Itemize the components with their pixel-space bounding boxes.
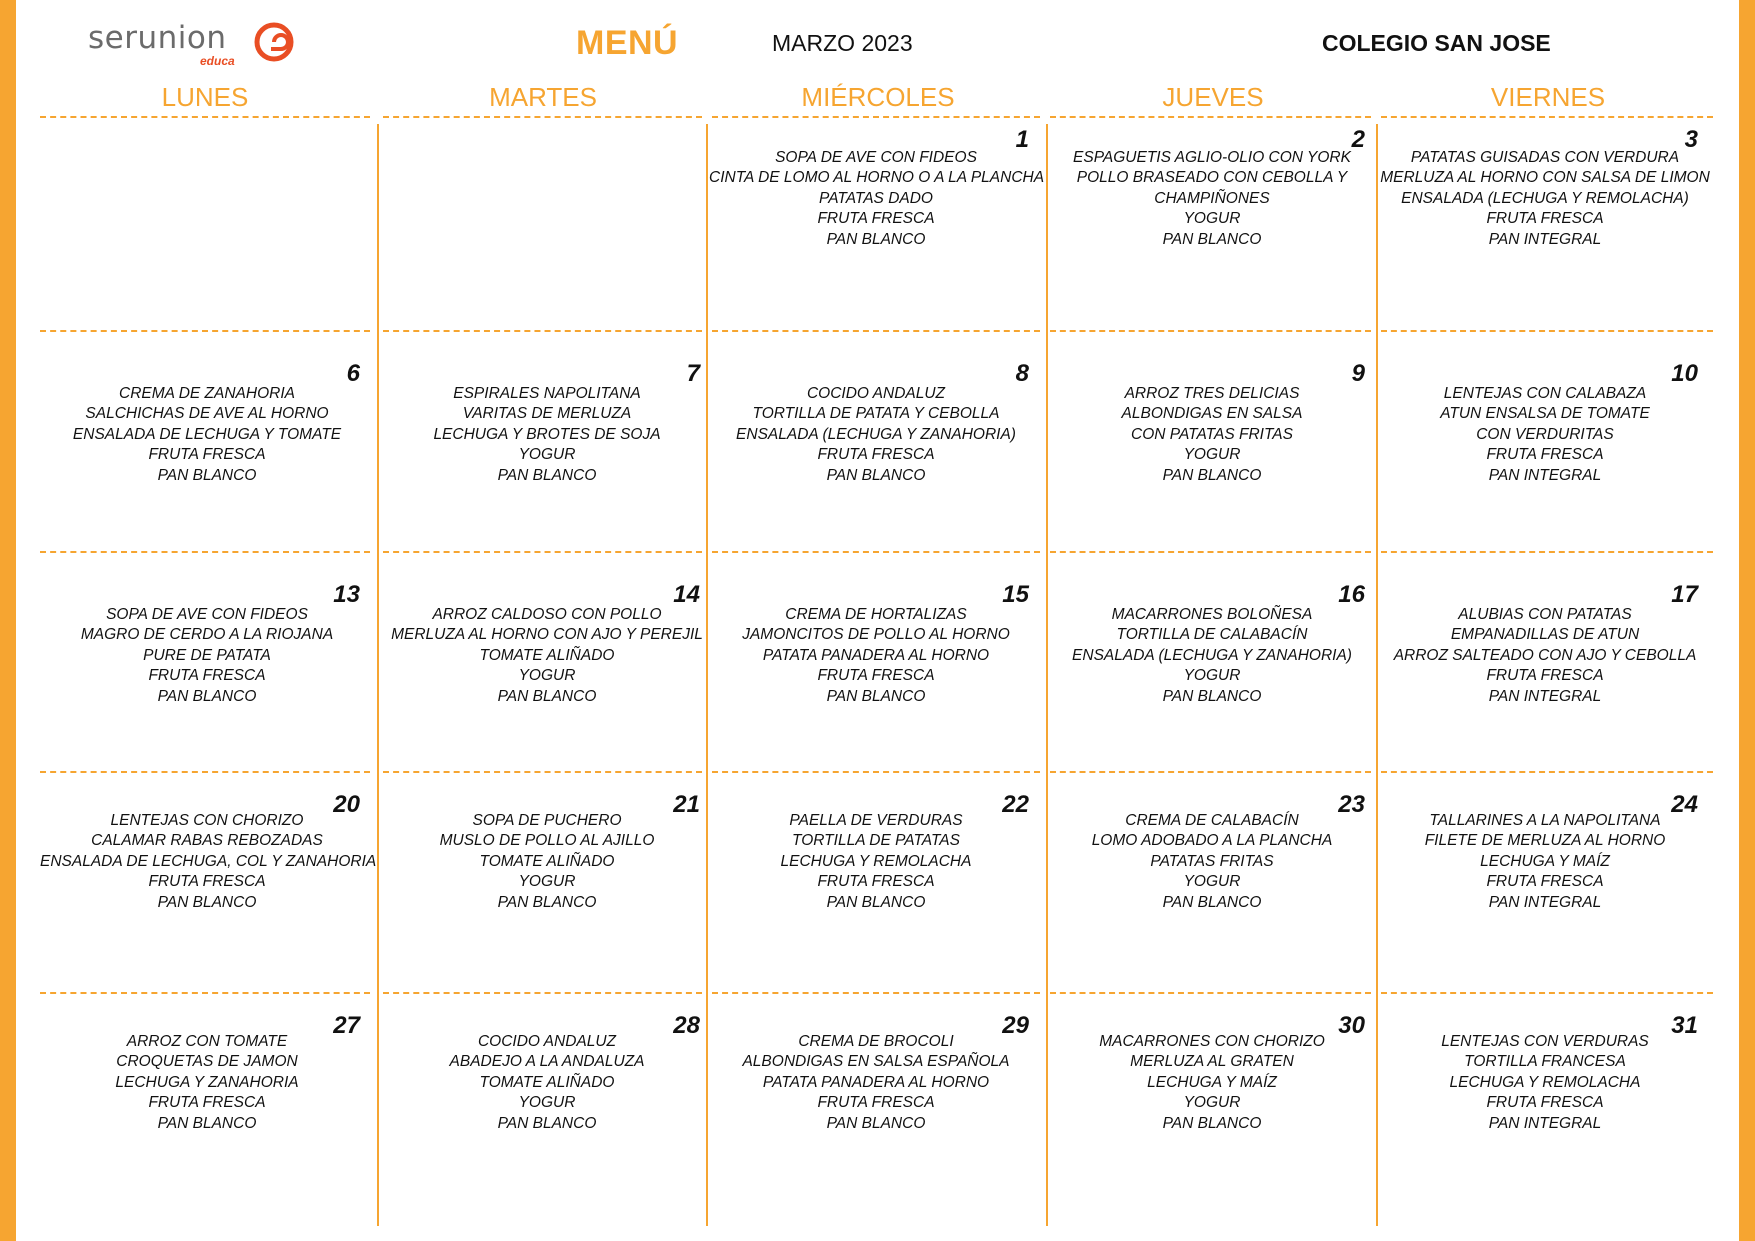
dish-item: PATATAS FRITAS [1150, 852, 1274, 870]
dish-item: CON VERDURITAS [1476, 425, 1614, 443]
row-divider [712, 771, 1040, 773]
dish-item: ESPIRALES NAPOLITANA [453, 385, 641, 402]
dish-item: YOGUR [518, 1094, 576, 1112]
dish-item: FRUTA FRESCA [817, 873, 935, 891]
dish-item: LECHUGA Y REMOLACHA [1449, 1073, 1641, 1091]
row-divider [1381, 330, 1713, 332]
row-divider [712, 116, 1040, 118]
dish-item: ENSALADA (LECHUGA Y ZANAHORIA) [736, 425, 1016, 443]
dish-item: VARITAS DE MERLUZA [462, 405, 632, 423]
dish-item: LECHUGA Y MAÍZ [1480, 852, 1610, 870]
dish-item: YOGUR [1183, 667, 1241, 685]
dish-item: FRUTA FRESCA [817, 667, 935, 685]
dish-item: ALBONDIGAS EN SALSA [1121, 405, 1303, 423]
dish-item: CHAMPIÑONES [1154, 189, 1270, 207]
dish-item: MAGRO DE CERDO A LA RIOJANA [80, 626, 334, 644]
day-number: 2 [1351, 126, 1365, 153]
month-label: MARZO 2023 [772, 30, 913, 56]
dish-list [1378, 811, 1712, 913]
dish-item: FRUTA FRESCA [817, 1094, 935, 1112]
row-divider [383, 771, 702, 773]
dish-item: LECHUGA Y MAÍZ [1147, 1073, 1277, 1091]
dish-item: PAN BLANCO [826, 893, 926, 911]
row-divider [712, 992, 1040, 994]
dish-item: ENSALADA (LECHUGA Y REMOLACHA) [1401, 189, 1689, 207]
dish-item: CREMA DE CALABACÍN [1125, 812, 1299, 829]
logo-subtitle: educa [200, 54, 235, 68]
dish-item: PAN BLANCO [1162, 893, 1262, 911]
dish-item: EMPANADILLAS DE ATUN [1450, 626, 1640, 644]
row-divider [383, 551, 702, 553]
dish-list [1378, 384, 1712, 486]
dish-item: PATATAS DADO [819, 189, 933, 207]
day-number: 23 [1338, 791, 1365, 818]
dish-item: CREMA DE BROCOLI [798, 1033, 954, 1050]
day-number: 16 [1338, 581, 1365, 608]
dish-list [40, 811, 377, 913]
dish-list [1045, 384, 1379, 486]
dish-item: PAN BLANCO [157, 466, 257, 484]
dish-item: PAN INTEGRAL [1488, 230, 1602, 248]
menu-title: MENÚ [576, 24, 679, 62]
dish-list [1378, 1032, 1712, 1134]
row-divider [40, 330, 370, 332]
dish-item: FRUTA FRESCA [817, 446, 935, 464]
dish-item: PAN BLANCO [497, 466, 597, 484]
dish-item: TORTILLA FRANCESA [1464, 1053, 1626, 1071]
dish-item: PAN INTEGRAL [1488, 466, 1602, 484]
dish-item: YOGUR [1183, 446, 1241, 464]
dish-item: FRUTA FRESCA [1486, 873, 1604, 891]
dish-item: PAN INTEGRAL [1488, 893, 1602, 911]
weekday-header: VIERNES [1490, 82, 1606, 112]
dish-item: PAN BLANCO [826, 466, 926, 484]
dish-item: CON PATATAS FRITAS [1131, 425, 1293, 443]
dish-item: YOGUR [518, 667, 576, 685]
dish-item: PAN BLANCO [1162, 466, 1262, 484]
dish-item: ENSALADA (LECHUGA Y ZANAHORIA) [1072, 646, 1352, 664]
dish-item: PAN BLANCO [826, 1114, 926, 1132]
dish-item: PAN BLANCO [157, 687, 257, 705]
dish-item: POLLO BRASEADO CON CEBOLLA Y [1076, 169, 1348, 187]
weekday-header: MARTES [489, 82, 597, 112]
dish-item: ENSALADA DE LECHUGA, COL Y ZANAHORIA [40, 852, 377, 870]
dish-item: PAN BLANCO [497, 687, 597, 705]
dish-item: PATATA PANADERA AL HORNO [762, 646, 990, 664]
dish-item: TORTILLA DE PATATA Y CEBOLLA [752, 405, 1000, 423]
row-divider [1381, 992, 1713, 994]
dish-item: LECHUGA Y BROTES DE SOJA [433, 425, 661, 443]
dish-item: MACARRONES CON CHORIZO [1099, 1033, 1325, 1050]
dish-item: TORTILLA DE PATATAS [792, 832, 960, 850]
dish-item: SOPA DE AVE CON FIDEOS [775, 149, 977, 166]
dish-item: ARROZ SALTEADO CON AJO Y CEBOLLA [1393, 646, 1697, 664]
row-divider [1381, 771, 1713, 773]
dish-item: PAN INTEGRAL [1488, 687, 1602, 705]
dish-item: PAN BLANCO [1162, 1114, 1262, 1132]
dish-item: FRUTA FRESCA [148, 667, 266, 685]
dish-item: YOGUR [1183, 873, 1241, 891]
dish-item: PAN BLANCO [1162, 687, 1262, 705]
school-name: COLEGIO SAN JOSE [1322, 30, 1551, 56]
day-number: 6 [346, 360, 360, 387]
dish-list [380, 605, 714, 707]
dish-item: PATATA PANADERA AL HORNO [762, 1073, 990, 1091]
row-divider [1050, 551, 1371, 553]
right-border-bar [1739, 0, 1755, 1241]
dish-list [1045, 605, 1379, 707]
dish-item: YOGUR [518, 446, 576, 464]
dish-item: ABADEJO A LA ANDALUZA [449, 1053, 645, 1071]
dish-item: YOGUR [518, 873, 576, 891]
dish-list [40, 1032, 374, 1134]
dish-item: COCIDO ANDALUZ [806, 385, 946, 402]
row-divider [40, 116, 370, 118]
dish-item: MERLUZA AL GRATEN [1130, 1053, 1294, 1071]
dish-item: PAN BLANCO [497, 1114, 597, 1132]
dish-item: FILETE DE MERLUZA AL HORNO [1424, 832, 1666, 850]
weekday-header: LUNES [161, 82, 249, 112]
dish-item: PAN BLANCO [826, 687, 926, 705]
row-divider [383, 330, 702, 332]
dish-list [380, 384, 714, 486]
dish-item: YOGUR [1183, 1094, 1241, 1112]
dish-item: FRUTA FRESCA [1486, 1094, 1604, 1112]
day-number: 30 [1338, 1012, 1365, 1039]
dish-item: TOMATE ALIÑADO [479, 1073, 615, 1091]
dish-item: FRUTA FRESCA [1486, 210, 1604, 228]
dish-item: PAN BLANCO [1162, 230, 1262, 248]
dish-item: SOPA DE PUCHERO [472, 812, 622, 829]
dish-item: TALLARINES A LA NAPOLITANA [1429, 812, 1661, 829]
dish-item: CREMA DE HORTALIZAS [785, 606, 967, 623]
dish-item: PAN BLANCO [157, 893, 257, 911]
dish-list [380, 1032, 714, 1134]
dish-item: SALCHICHAS DE AVE AL HORNO [85, 405, 329, 423]
dish-item: ARROZ TRES DELICIAS [1124, 385, 1300, 402]
row-divider [1050, 992, 1371, 994]
weekday-header: MIÉRCOLES [801, 82, 955, 112]
dish-item: ARROZ CALDOSO CON POLLO [432, 606, 662, 623]
day-number: 8 [1015, 360, 1029, 387]
dish-item: ARROZ CON TOMATE [126, 1033, 288, 1050]
dish-item: FRUTA FRESCA [148, 446, 266, 464]
dish-item: LECHUGA Y ZANAHORIA [115, 1073, 299, 1091]
day-number: 10 [1671, 360, 1698, 387]
dish-item: FRUTA FRESCA [148, 873, 266, 891]
left-border-bar [0, 0, 16, 1241]
dish-list [709, 811, 1043, 913]
dish-item: FRUTA FRESCA [1486, 667, 1604, 685]
day-number: 13 [333, 581, 360, 608]
dish-item: COCIDO ANDALUZ [477, 1033, 617, 1050]
dish-item: TOMATE ALIÑADO [479, 646, 615, 664]
dish-item: MERLUZA AL HORNO CON AJO Y PEREJIL [391, 626, 703, 644]
dish-item: MACARRONES BOLOÑESA [1111, 606, 1313, 623]
row-divider [383, 992, 702, 994]
row-divider [712, 330, 1040, 332]
dish-list [1378, 605, 1712, 707]
dish-item: PAN BLANCO [826, 230, 926, 248]
dish-item: PAN BLANCO [497, 893, 597, 911]
dish-item: JAMONCITOS DE POLLO AL HORNO [742, 626, 1010, 644]
dish-item: ESPAGUETIS AGLIO-OLIO CON YORK [1073, 149, 1351, 166]
day-number: 17 [1671, 581, 1698, 608]
dish-item: FRUTA FRESCA [817, 210, 935, 228]
dish-item: PAN BLANCO [157, 1114, 257, 1132]
row-divider [712, 551, 1040, 553]
day-number: 28 [673, 1012, 700, 1039]
day-number: 29 [1002, 1012, 1029, 1039]
dish-list [709, 605, 1043, 707]
dish-item: PURE DE PATATA [143, 646, 271, 664]
dish-item: FRUTA FRESCA [148, 1094, 266, 1112]
dish-list [40, 384, 374, 486]
dish-item: FRUTA FRESCA [1486, 446, 1604, 464]
dish-list [709, 148, 1043, 250]
serunion-logo [88, 18, 308, 68]
dish-list [1378, 148, 1712, 250]
dish-item: CROQUETAS DE JAMON [116, 1053, 298, 1071]
day-number: 7 [686, 360, 700, 387]
day-number: 31 [1671, 1012, 1698, 1039]
day-number: 24 [1671, 791, 1698, 818]
dish-item: LECHUGA Y REMOLACHA [780, 852, 972, 870]
dish-list [1045, 1032, 1379, 1134]
dish-item: ATUN ENSALSA DE TOMATE [1440, 405, 1650, 423]
dish-item: YOGUR [1183, 210, 1241, 228]
day-number: 3 [1684, 126, 1698, 153]
dish-item: ALBONDIGAS EN SALSA ESPAÑOLA [742, 1053, 1010, 1071]
row-divider [1381, 551, 1713, 553]
dish-item: LENTEJAS CON CALABAZA [1443, 385, 1647, 402]
dish-item: TORTILLA DE CALABACÍN [1116, 626, 1308, 644]
dish-item: MERLUZA AL HORNO CON SALSA DE LIMON [1380, 169, 1710, 187]
dish-item: LENTEJAS CON CHORIZO [110, 812, 304, 829]
dish-item: MUSLO DE POLLO AL AJILLO [439, 832, 655, 850]
dish-item: ENSALADA DE LECHUGA Y TOMATE [72, 425, 342, 443]
dish-item: CINTA DE LOMO AL HORNO O A LA PLANCHA [709, 169, 1045, 187]
dish-list [709, 1032, 1043, 1134]
dish-item: PATATAS GUISADAS CON VERDURA [1410, 149, 1680, 166]
row-divider [1050, 771, 1371, 773]
column-divider [377, 124, 379, 1226]
dish-item: PAELLA DE VERDURAS [789, 812, 963, 829]
dish-list [380, 811, 714, 913]
dish-item: PAN INTEGRAL [1488, 1114, 1602, 1132]
dish-list [40, 605, 374, 707]
row-divider [383, 116, 702, 118]
weekday-header: JUEVES [1162, 82, 1264, 112]
dish-item: ALUBIAS CON PATATAS [1458, 606, 1632, 623]
day-number: 20 [333, 791, 360, 818]
dish-item: CALAMAR RABAS REBOZADAS [91, 832, 323, 850]
dish-list [1045, 811, 1379, 913]
day-number: 9 [1351, 360, 1365, 387]
dish-list [709, 384, 1043, 486]
dish-item: TOMATE ALIÑADO [479, 852, 615, 870]
row-divider [1381, 116, 1713, 118]
day-number: 14 [673, 581, 700, 608]
day-number: 21 [673, 791, 700, 818]
dish-item: CREMA DE ZANAHORIA [119, 385, 295, 402]
day-number: 22 [1002, 791, 1029, 818]
row-divider [40, 992, 370, 994]
row-divider [1050, 330, 1371, 332]
row-divider [40, 771, 370, 773]
row-divider [40, 551, 370, 553]
dish-list [1045, 148, 1379, 250]
dish-item: LENTEJAS CON VERDURAS [1441, 1033, 1649, 1050]
dish-item: SOPA DE AVE CON FIDEOS [106, 606, 308, 623]
day-number: 1 [1015, 126, 1029, 153]
dish-item: LOMO ADOBADO A LA PLANCHA [1091, 832, 1333, 850]
day-number: 27 [333, 1012, 360, 1039]
day-number: 15 [1002, 581, 1029, 608]
logo-swirl-icon [254, 22, 294, 62]
row-divider [1050, 116, 1371, 118]
logo-wordmark: serunion [88, 20, 227, 56]
